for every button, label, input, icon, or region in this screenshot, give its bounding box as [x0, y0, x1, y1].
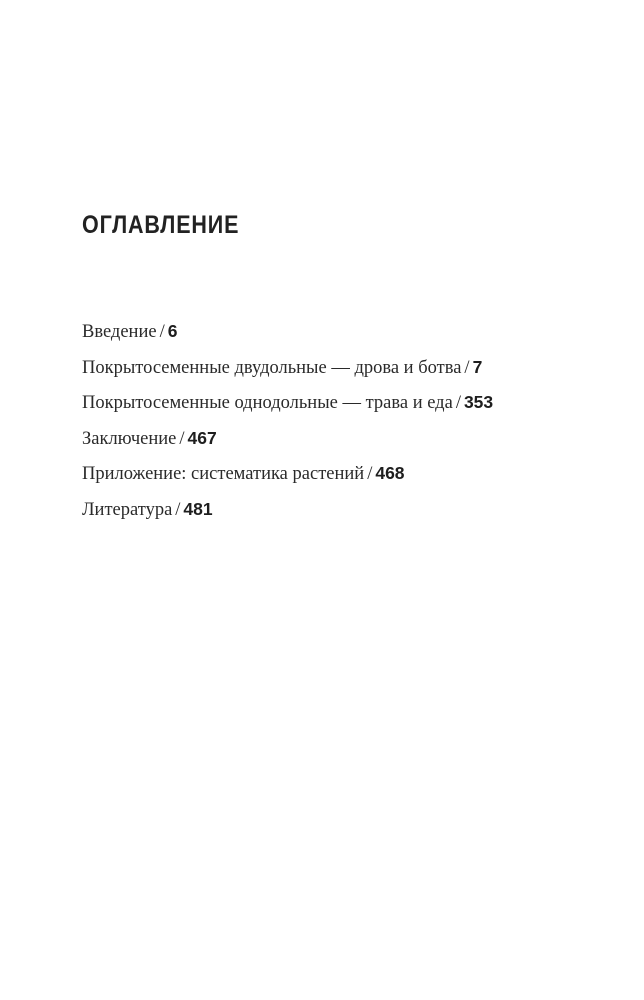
toc-entry-conclusion — [82, 421, 493, 457]
toc-separator: / — [455, 393, 461, 414]
toc-page-number: 481 — [183, 498, 213, 519]
toc-entry-title: Литература — [82, 499, 173, 520]
toc-page-number: 6 — [167, 321, 178, 341]
toc-entry-introduction — [82, 314, 493, 350]
toc-entry-appendix — [82, 456, 493, 492]
toc-entry-monocots — [82, 385, 493, 421]
toc-entry-title: Заключение — [82, 428, 177, 449]
toc-entry-title: Покрытосеменные однодольные — трава и еда — [82, 393, 453, 414]
toc-separator: / — [367, 464, 373, 485]
toc-page-number: 467 — [187, 427, 217, 448]
toc-page-number: 468 — [375, 463, 405, 484]
toc-heading: ОГЛАВЛЕНИЕ — [82, 211, 240, 239]
toc-entry-literature — [82, 492, 493, 528]
toc-separator: / — [159, 322, 165, 342]
toc-entry-title: Приложение: систематика растений — [82, 464, 365, 485]
toc-page-number: 7 — [472, 356, 483, 377]
toc-separator: / — [175, 499, 181, 520]
toc-entry-title: Покрытосеменные двудольные — дрова и ботва — [82, 357, 462, 378]
toc-separator: / — [179, 428, 185, 449]
toc-page-number: 353 — [463, 392, 494, 413]
toc-list — [82, 314, 493, 528]
toc-entry-dicots — [82, 350, 493, 386]
toc-separator: / — [464, 357, 470, 378]
toc-entry-title: Введение — [82, 322, 157, 342]
